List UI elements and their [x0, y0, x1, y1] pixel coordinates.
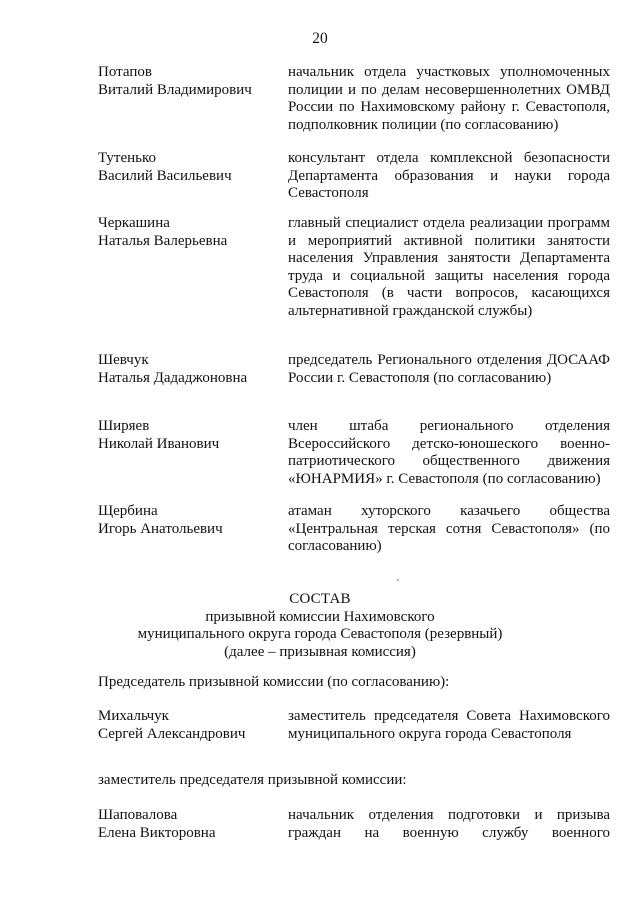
scan-speck	[397, 579, 399, 581]
member-given-names: Игорь Анатольевич	[98, 520, 223, 537]
member-surname: Ширяев	[98, 418, 150, 434]
section-heading	[0, 591, 640, 661]
member-position: консультант отдела комплексной безопасности Департамента образования и науки города Севастополя	[288, 150, 610, 201]
member-surname: Щербина	[98, 503, 158, 519]
chair-heading: Председатель призывной комиссии (по согласованию):	[98, 674, 450, 690]
member-position: председатель Регионального отделения ДОСААФ России г. Севастополя (по согласованию)	[288, 352, 610, 386]
member-given-names: Василий Васильевич	[98, 167, 232, 184]
deputy-position: начальник отделения подготовки и призыва граждан на военную службу военного	[288, 807, 610, 841]
member-position: начальник отдела участковых уполномоченных полиции и по делам несовершеннолетних ОМВД России по Нахимовскому району г. Севастополя, подполковник полиции (по согласованию)	[288, 64, 610, 133]
section-title: СОСТАВ	[289, 591, 351, 607]
member-position: главный специалист отдела реализации программ и мероприятий активной политики занятости населения Управления занятости Департамента труда и социальной защиты населения города Севастополя (в части вопросов, касающихся альтернативной гражданской службы)	[288, 215, 610, 319]
member-name	[98, 418, 283, 453]
member-surname: Черкашина	[98, 215, 170, 231]
deputy-heading: заместитель председателя призывной комиссии:	[98, 772, 407, 788]
member-surname: Тутенько	[98, 150, 157, 166]
member-surname: Потапов	[98, 64, 152, 80]
member-name	[98, 215, 283, 250]
member-name	[98, 503, 283, 538]
member-name	[98, 64, 283, 99]
member-position: атаман хуторского казачьего общества «Центральная терская сотня Севастополя» (по согласованию)	[288, 503, 610, 554]
deputy-name	[98, 807, 283, 842]
member-given-names: Виталий Владимирович	[98, 81, 252, 98]
member-given-names: Наталья Валерьевна	[98, 232, 228, 249]
deputy-surname: Шаповалова	[98, 807, 178, 823]
section-subtitle-line3: (далее – призывная комиссия)	[224, 643, 416, 660]
member-name	[98, 352, 283, 387]
section-subtitle-line2: муниципального округа города Севастополя (резервный)	[137, 626, 503, 642]
member-given-names: Николай Иванович	[98, 435, 220, 452]
member-position: член штаба регионального отделения Всероссийского детско-юношеского военно-патриотического общественного движения «ЮНАРМИЯ» г. Севастополя (по согласованию)	[288, 418, 610, 487]
deputy-given-names: Елена Викторовна	[98, 824, 216, 841]
chair-name	[98, 708, 283, 743]
chair-surname: Михальчук	[98, 708, 169, 724]
member-given-names: Наталья Дададжоновна	[98, 369, 248, 386]
chair-given-names: Сергей Александрович	[98, 725, 246, 742]
section-subtitle-line1: призывной комиссии Нахимовского	[205, 608, 435, 625]
member-surname: Шевчук	[98, 352, 149, 368]
page-number: 20	[312, 30, 328, 47]
chair-position: заместитель председателя Совета Нахимовского муниципального округа города Севастополя	[288, 708, 610, 742]
member-name	[98, 150, 283, 185]
